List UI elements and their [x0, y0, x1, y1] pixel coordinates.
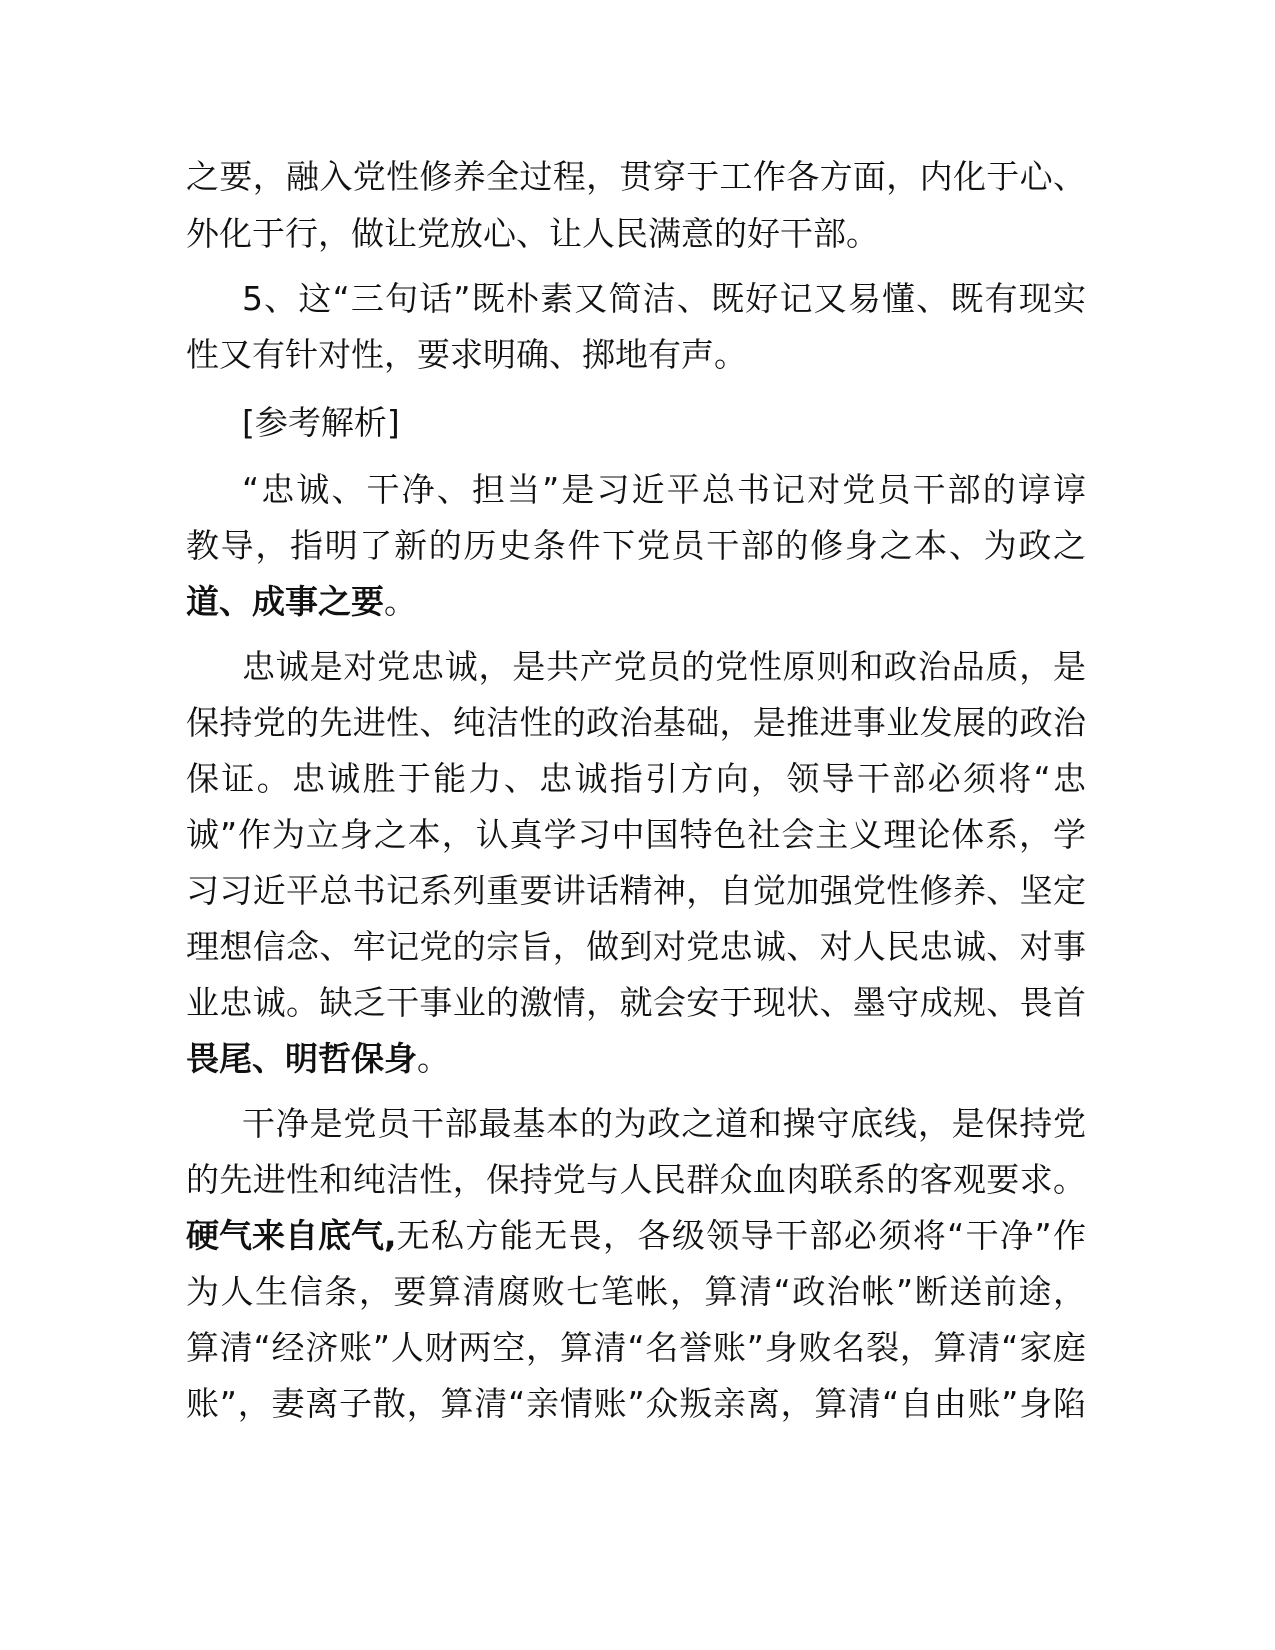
text-line-18: 的先进性和纯洁性，保持党与人民群众血肉联系的客观要求。 — [186, 1160, 1086, 1199]
text-line-22: 账”，妻离子散，算清“亲情账”众叛亲离，算清“自由账”身陷 — [186, 1384, 1086, 1423]
text-line-6: “忠诚、干净、担当”是习近平总书记对党员干部的谆谆 — [242, 470, 1086, 509]
bold-run: 畏尾、明哲保身 — [186, 1039, 417, 1078]
text-line-17: 干净是党员干部最基本的为政之道和操守底线，是保持党 — [242, 1104, 1086, 1143]
text-run: 无私方能无畏，各级领导干部必须将“干净”作 — [396, 1216, 1086, 1255]
text-line-7: 教导，指明了新的历史条件下党员干部的修身之本、为政之 — [186, 526, 1086, 565]
text-line-21: 算清“经济账”人财两空，算清“名誉账”身败名裂，算清“家庭 — [186, 1328, 1086, 1367]
text-line-16 — [186, 1030, 1086, 1088]
section-heading: [参考解析] — [242, 403, 400, 442]
bold-run: 硬气来自底气, — [186, 1216, 397, 1255]
text-line-8 — [186, 573, 1086, 631]
text-line-3: 5、这“三句话”既朴素又简洁、既好记又易懂、既有现实 — [242, 279, 1086, 318]
text-line-1: 之要，融入党性修养全过程，贯穿于工作各方面，内化于心、 — [186, 157, 1086, 196]
bold-run-end: 。 — [384, 582, 417, 621]
text-line-11: 保证。忠诚胜于能力、忠诚指引方向，领导干部必须将“忠 — [186, 759, 1086, 798]
text-line-10: 保持党的先进性、纯洁性的政治基础，是推进事业发展的政治 — [186, 703, 1086, 742]
bold-run-end: 。 — [417, 1039, 450, 1078]
text-line-13: 习习近平总书记系列重要讲话精神，自觉加强党性修养、坚定 — [186, 871, 1086, 910]
text-line-4: 性又有针对性，要求明确、掷地有声。 — [186, 335, 747, 374]
text-line-14: 理想信念、牢记党的宗旨，做到对党忠诚、对人民忠诚、对事 — [186, 927, 1086, 966]
text-line-19 — [186, 1207, 1086, 1265]
text-line-9: 忠诚是对党忠诚，是共产党员的党性原则和政治品质，是 — [242, 647, 1086, 686]
text-line-12: 诚”作为立身之本，认真学习中国特色社会主义理论体系，学 — [186, 815, 1086, 854]
text-line-15: 业忠诚。缺乏干事业的激情，就会安于现状、墨守成规、畏首 — [186, 983, 1086, 1022]
text-line-2: 外化于行，做让党放心、让人民满意的好干部。 — [186, 214, 879, 253]
text-line-20: 为人生信条，要算清腐败七笔帐，算清“政治帐”断送前途， — [186, 1272, 1086, 1311]
bold-run: 道、成事之要 — [186, 582, 384, 621]
